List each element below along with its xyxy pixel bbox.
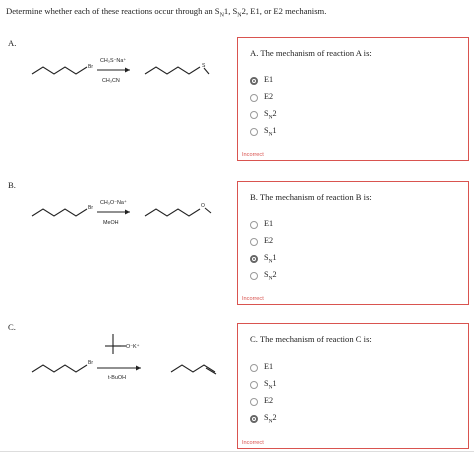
q-sn2-digit: 2, xyxy=(241,6,251,16)
question-suffix: E1, or E2 mechanism. xyxy=(250,6,327,16)
product-b-atom: O xyxy=(201,203,205,209)
q-sn1-letter: S xyxy=(214,6,220,16)
option-c-sn2-label: $S_N2$ xyxy=(264,413,277,425)
reagent-c-bottom: t-BuOH xyxy=(108,375,126,381)
option-c-e2-label: E2 xyxy=(264,396,274,406)
q-sn2-subscript: N xyxy=(237,12,242,19)
option-b-sn2-label: $S_N2$ xyxy=(264,270,277,282)
reactant-b-chain xyxy=(32,209,87,216)
part-a-label: A. xyxy=(8,38,17,48)
reaction-a-arrowhead xyxy=(125,68,130,73)
radio-b-sn1[interactable] xyxy=(250,255,258,263)
product-b-chain xyxy=(145,209,200,216)
option-a-e1[interactable] xyxy=(250,75,273,87)
reagent-a-bottom: CH₃CN xyxy=(102,78,120,84)
radio-c-e2[interactable] xyxy=(250,398,258,406)
option-c-e1[interactable] xyxy=(250,362,273,374)
option-a-sn2-label: $S_N2$ xyxy=(264,109,277,121)
prompt-c: C. The mechanism of reaction C is: xyxy=(250,334,372,344)
reaction-a-scheme xyxy=(28,52,228,92)
prompt-a: A. The mechanism of reaction A is: xyxy=(250,48,372,58)
prompt-b: B. The mechanism of reaction B is: xyxy=(250,192,372,202)
option-b-e1[interactable] xyxy=(250,219,273,231)
radio-a-e2[interactable] xyxy=(250,94,258,102)
option-b-sn1-label: $S_N1$ xyxy=(264,253,277,265)
radio-b-e1[interactable] xyxy=(250,221,258,229)
option-a-sn2[interactable] xyxy=(250,109,277,121)
radio-a-sn1[interactable] xyxy=(250,128,258,136)
reactant-a-leaving-group: Br xyxy=(88,64,93,70)
reagent-b-top: CH₃O⁻Na⁺ xyxy=(100,200,127,206)
radio-a-e1[interactable] xyxy=(250,77,258,85)
part-c-label: C. xyxy=(8,322,16,332)
option-b-sn1[interactable] xyxy=(250,253,277,265)
option-c-e1-label: E1 xyxy=(264,362,274,372)
reactant-b-leaving-group: Br xyxy=(88,205,93,211)
status-a: Incorrect xyxy=(242,152,264,158)
part-b-label: B. xyxy=(8,180,16,190)
option-a-sn1-label: $S_N1$ xyxy=(264,126,277,138)
option-b-e2[interactable] xyxy=(250,236,273,248)
option-c-e2[interactable] xyxy=(250,396,273,408)
option-a-e2[interactable] xyxy=(250,92,273,104)
option-a-sn1[interactable] xyxy=(250,126,277,138)
reactant-a-chain xyxy=(32,67,87,74)
reagent-b-bottom: MeOH xyxy=(103,220,119,226)
radio-c-sn2[interactable] xyxy=(250,415,258,423)
q-sn2-letter: S xyxy=(232,6,238,16)
product-a-atom: S xyxy=(202,63,206,69)
radio-b-e2[interactable] xyxy=(250,238,258,246)
reagent-c-top: O⁻K⁺ xyxy=(126,344,140,350)
option-c-sn1[interactable] xyxy=(250,379,277,391)
option-b-e2-label: E2 xyxy=(264,236,274,246)
question-text xyxy=(6,6,326,19)
answer-box-c xyxy=(237,323,469,449)
radio-c-sn1[interactable] xyxy=(250,381,258,389)
status-c: Incorrect xyxy=(242,440,264,446)
product-c-chain xyxy=(171,365,215,372)
reagent-a-top: CH₃S⁻Na⁺ xyxy=(100,58,127,64)
option-a-e1-label: E1 xyxy=(264,75,274,85)
reaction-b-arrowhead xyxy=(125,210,130,215)
radio-a-sn2[interactable] xyxy=(250,111,258,119)
product-a-chain xyxy=(145,67,200,74)
reactant-c-leaving-group: Br xyxy=(88,360,93,366)
reaction-c-arrowhead xyxy=(136,366,141,371)
option-a-e2-label: E2 xyxy=(264,92,274,102)
reaction-b-scheme xyxy=(28,194,228,234)
option-c-sn1-label: $S_N1$ xyxy=(264,379,277,391)
q-sn1-digit: 1, xyxy=(223,6,233,16)
radio-c-e1[interactable] xyxy=(250,364,258,372)
product-a-methyl xyxy=(204,68,209,74)
option-b-e1-label: E1 xyxy=(264,219,274,229)
option-c-sn2[interactable] xyxy=(250,413,277,425)
product-b-methyl xyxy=(205,208,211,213)
answer-box-b xyxy=(237,181,469,305)
status-b: Incorrect xyxy=(242,296,264,302)
question-prefix: Determine whether each of these reactions occur through an xyxy=(6,6,215,16)
q-sn1-subscript: N xyxy=(219,12,224,19)
reactant-c-chain xyxy=(32,365,87,372)
reaction-c-scheme xyxy=(28,332,238,392)
answer-box-a xyxy=(237,37,469,161)
option-b-sn2[interactable] xyxy=(250,270,277,282)
radio-b-sn2[interactable] xyxy=(250,272,258,280)
